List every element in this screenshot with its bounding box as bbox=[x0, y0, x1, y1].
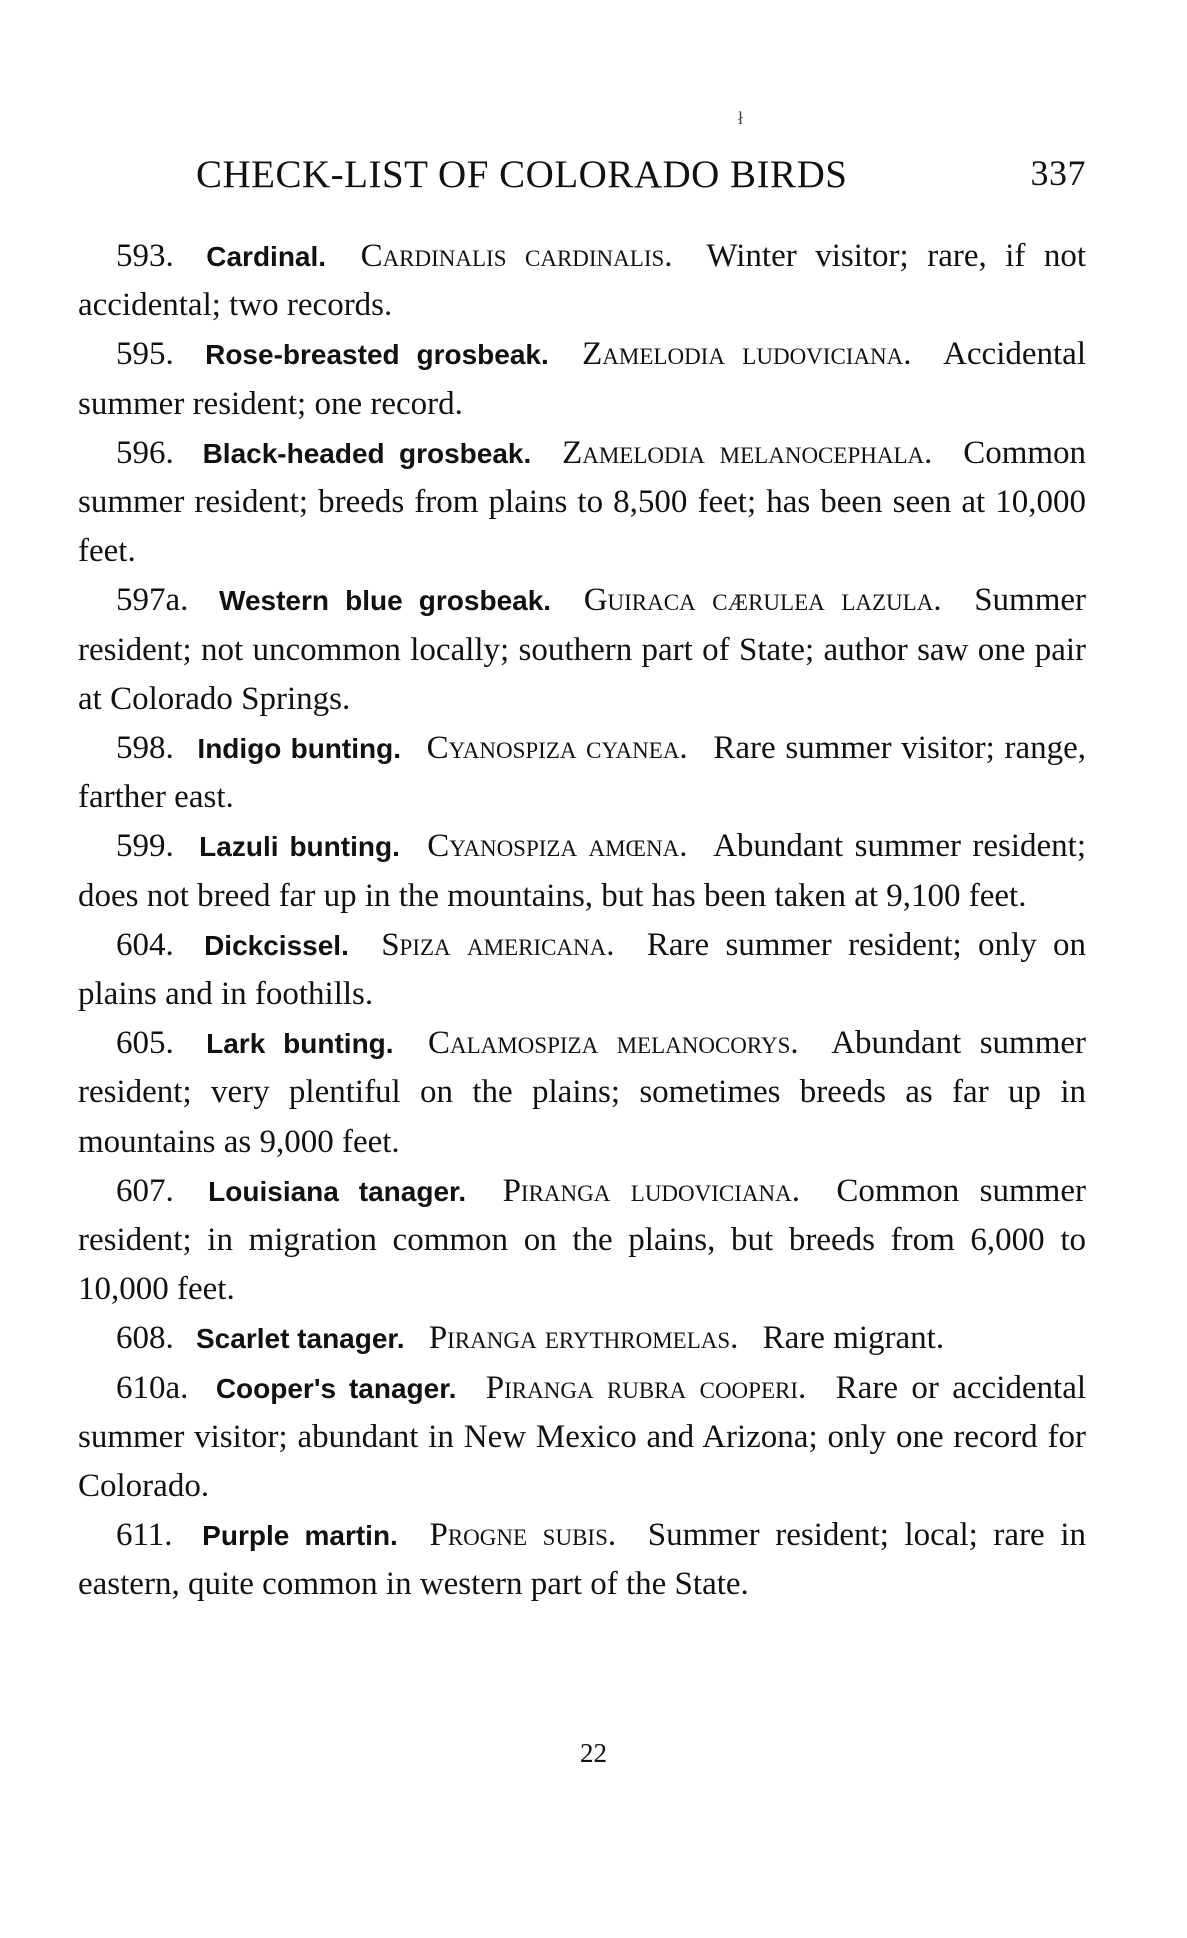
common-name: Western blue grosbeak. bbox=[219, 585, 552, 617]
species-description: Abundant summer resident; does not breed far up in the mountains, but has been taken at 9,100 feet. bbox=[78, 828, 1086, 914]
common-name: Cooper's tanager. bbox=[215, 1372, 457, 1404]
species-description: Common summer resident; breeds from plains to 8,500 feet; has been seen at 10,000 feet. bbox=[78, 434, 1087, 570]
species-entry bbox=[78, 576, 1086, 724]
species-number: 595. bbox=[116, 336, 174, 373]
species-entry bbox=[78, 1167, 1086, 1315]
species-entry bbox=[78, 822, 1086, 920]
common-name: Lark bunting. bbox=[206, 1028, 394, 1060]
running-header bbox=[196, 152, 1086, 197]
common-name: Cardinal. bbox=[206, 241, 327, 272]
checklist-body bbox=[78, 232, 1086, 1610]
scientific-name: Piranga ludoviciana. bbox=[502, 1172, 801, 1209]
species-number: 605. bbox=[116, 1025, 174, 1062]
scientific-name: Progne subis. bbox=[429, 1517, 617, 1554]
scientific-name: Piranga erythromelas. bbox=[428, 1320, 739, 1357]
scientific-name: Spiza americana. bbox=[381, 926, 615, 963]
species-entry bbox=[78, 724, 1086, 822]
species-description: Summer resident; local; rare in eastern, quite common in western part of the State. bbox=[78, 1517, 1087, 1603]
common-name: Louisiana tanager. bbox=[208, 1175, 467, 1207]
common-name: Scarlet tanager. bbox=[196, 1323, 405, 1355]
species-number: 611. bbox=[116, 1517, 173, 1554]
species-description: Rare summer resident; only on plains and in foothills. bbox=[78, 926, 1087, 1013]
scientific-name: Cardinalis cardinalis. bbox=[360, 238, 673, 274]
species-entry bbox=[78, 429, 1086, 577]
scientific-name: Piranga rubra cooperi. bbox=[485, 1369, 807, 1406]
species-entry bbox=[78, 330, 1086, 428]
species-entry bbox=[78, 232, 1086, 330]
species-entry bbox=[78, 921, 1086, 1019]
species-entry bbox=[78, 1019, 1086, 1167]
species-description: Winter visitor; rare, if not accidental; two records. bbox=[78, 238, 1087, 324]
species-entry bbox=[78, 1314, 1086, 1363]
species-number: 604. bbox=[116, 926, 174, 963]
species-description: Rare migrant. bbox=[762, 1320, 945, 1357]
species-description: Rare summer visitor; range, farther east. bbox=[78, 730, 1087, 816]
species-description: Accidental summer resident; one record. bbox=[78, 336, 1086, 422]
species-number: 596. bbox=[116, 434, 174, 471]
species-number: 597a. bbox=[116, 582, 189, 619]
species-number: 593. bbox=[116, 238, 174, 274]
common-name: Rose-breasted grosbeak. bbox=[205, 339, 549, 371]
scientific-name: Calamospiza melanocorys. bbox=[427, 1025, 799, 1062]
common-name: Lazuli bunting. bbox=[199, 831, 400, 863]
page-number: 337 bbox=[1030, 153, 1086, 193]
species-number: 608. bbox=[116, 1320, 174, 1357]
common-name: Purple martin. bbox=[202, 1520, 398, 1552]
species-description: Abundant summer resident; very plentiful on the plains; sometimes breeds as far up in mountains as 9,000 feet. bbox=[78, 1025, 1087, 1160]
species-number: 607. bbox=[116, 1172, 174, 1209]
signature-folio: 22 bbox=[580, 1738, 607, 1768]
species-description: Common summer resident; in migration common on the plains, but breeds from 6,000 to 10,000 feet. bbox=[78, 1172, 1086, 1308]
scientific-name: Cyanospiza cyanea. bbox=[426, 730, 688, 767]
common-name: Indigo bunting. bbox=[197, 733, 401, 765]
common-name: Black-headed grosbeak. bbox=[202, 437, 532, 469]
running-title: CHECK-LIST OF COLORADO BIRDS bbox=[196, 153, 848, 196]
scientific-name: Zamelodia ludoviciana. bbox=[582, 336, 912, 373]
scientific-name: Zamelodia melanocephala. bbox=[562, 434, 933, 471]
species-entry bbox=[78, 1511, 1086, 1609]
common-name: Dickcissel. bbox=[204, 929, 349, 961]
print-speck: ł bbox=[738, 108, 744, 128]
species-description: Summer resident; not uncommon locally; southern part of State; author saw one pair at Colorado Springs. bbox=[78, 582, 1087, 717]
scientific-name: Guiraca cærulea lazula. bbox=[583, 582, 942, 619]
species-number: 610a. bbox=[116, 1369, 189, 1406]
scientific-name: Cyanospiza amœna. bbox=[427, 828, 688, 865]
species-entry bbox=[78, 1364, 1086, 1512]
species-number: 598. bbox=[116, 730, 174, 767]
species-description: Rare or accidental summer visitor; abundant in New Mexico and Arizona; only one record for Colorado. bbox=[78, 1369, 1087, 1505]
species-number: 599. bbox=[116, 828, 174, 865]
